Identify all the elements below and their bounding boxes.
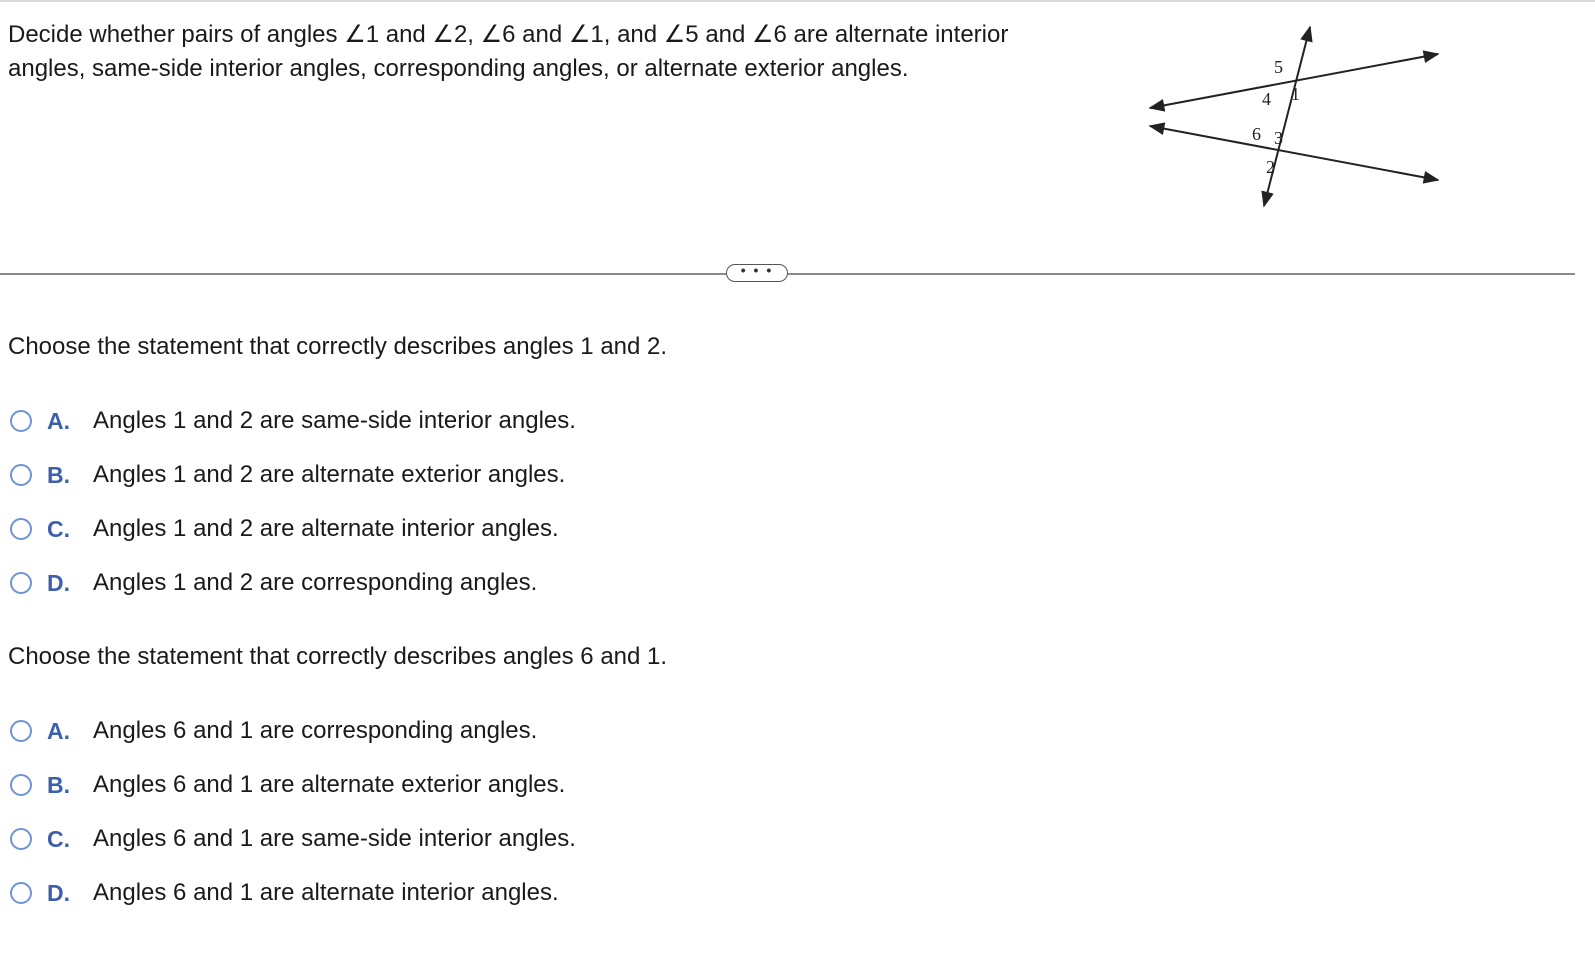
radio-button[interactable] — [10, 464, 32, 486]
option-letter: D. — [47, 880, 70, 906]
question-2-option-c[interactable] — [10, 825, 576, 879]
angles-diagram — [1140, 18, 1460, 218]
question-2-options — [10, 717, 576, 933]
question-1-option-c[interactable] — [10, 515, 576, 569]
question-1-prompt: Choose the statement that correctly describes angles 1 and 2. — [8, 333, 668, 360]
radio-button[interactable] — [10, 774, 32, 796]
option-text: Angles 6 and 1 are alternate exterior angles. — [93, 771, 566, 798]
option-letter: B. — [47, 462, 70, 488]
question-2-prompt: Choose the statement that correctly describes angles 6 and 1. — [8, 643, 668, 670]
option-text: Angles 1 and 2 are alternate interior angles. — [93, 515, 559, 542]
question-1-option-a[interactable] — [10, 407, 576, 461]
question-1-option-b[interactable] — [10, 461, 576, 515]
angle-label-6: 6 — [1252, 124, 1261, 144]
question-2-option-b[interactable] — [10, 771, 576, 825]
top-rule — [0, 0, 1595, 2]
option-letter: B. — [47, 772, 70, 798]
option-letter: D. — [47, 570, 70, 596]
radio-button[interactable] — [10, 828, 32, 850]
radio-button[interactable] — [10, 572, 32, 594]
radio-button[interactable] — [10, 882, 32, 904]
angle-label-5: 5 — [1274, 57, 1283, 77]
radio-button[interactable] — [10, 720, 32, 742]
lower-line — [1150, 126, 1438, 180]
radio-button[interactable] — [10, 410, 32, 432]
angle-label-4: 4 — [1262, 89, 1271, 109]
option-text: Angles 6 and 1 are same-side interior angles. — [93, 825, 576, 852]
transversal-line — [1264, 27, 1310, 206]
expand-more-button[interactable]: • • • — [726, 264, 788, 282]
angle-label-1: 1 — [1291, 84, 1300, 104]
option-text: Angles 6 and 1 are corresponding angles. — [93, 717, 538, 744]
question-2-option-a[interactable] — [10, 717, 576, 771]
angle-label-2: 2 — [1266, 157, 1275, 177]
question-1-options — [10, 407, 576, 623]
option-text: Angles 1 and 2 are corresponding angles. — [93, 569, 538, 596]
option-letter: A. — [47, 718, 70, 744]
option-text: Angles 6 and 1 are alternate interior angles. — [93, 879, 559, 906]
radio-button[interactable] — [10, 518, 32, 540]
option-text: Angles 1 and 2 are alternate exterior angles. — [93, 461, 566, 488]
question-2-option-d[interactable] — [10, 879, 576, 933]
question-1-option-d[interactable] — [10, 569, 576, 623]
option-letter: A. — [47, 408, 70, 434]
option-letter: C. — [47, 826, 70, 852]
angle-label-3: 3 — [1274, 128, 1283, 148]
option-letter: C. — [47, 516, 70, 542]
problem-prompt: Decide whether pairs of angles ∠1 and ∠2, ∠6 and ∠1, and ∠5 and ∠6 are alternate interior angles, same-side interior angles, corresponding angles, or alternate exterior angles. — [8, 21, 1009, 82]
option-text: Angles 1 and 2 are same-side interior angles. — [93, 407, 576, 434]
